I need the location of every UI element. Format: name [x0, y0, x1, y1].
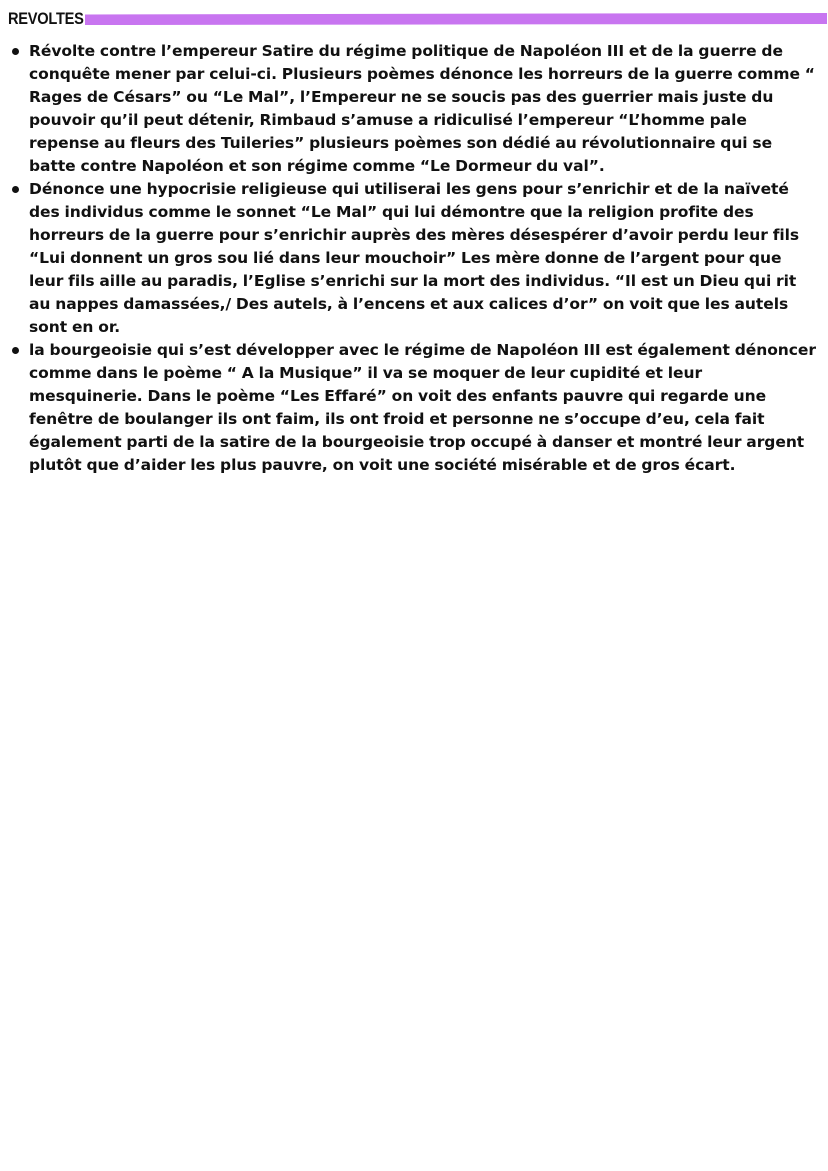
bullet-list — [10, 40, 820, 477]
list-item — [10, 339, 820, 477]
bullet-icon — [12, 186, 19, 193]
bullet-icon — [12, 347, 19, 354]
list-item — [10, 178, 820, 339]
bullet-text: la bourgeoisie qui s’est développer avec le régime de Napoléon III est également dénoncer comme dans le poème “ A la Musique” il va se moquer de leur cupidité et leur mesquinerie. Dans le poème “Les Effaré” on voit des enfants pauvre qui regarde une fenêtre de boulanger ils ont faim, ils ont froid et personne ne s’occupe d’eu, cela fait également parti de la satire de la bourgeoisie trop occupé à danser et montré leur argent plutôt que d’aider les plus pauvre, on voit une société misérable et de gros écart. — [29, 341, 816, 474]
section-title: REVOLTES — [8, 9, 84, 28]
bullet-text: Révolte contre l’empereur Satire du régime politique de Napoléon III et de la guerre de conquête mener par celui-ci. Plusieurs poèmes dénonce les horreurs de la guerre comme “ Rages de Césars” ou “Le Mal”, l’Empereur ne se soucis pas des guerrier mais juste du pouvoir qu’il peut détenir, Rimbaud s’amuse a ridiculisé l’empereur “L’homme pale repense au fleurs des Tuileries” plusieurs poèmes son dédié au révolutionnaire qui se batte contre Napoléon et son régime comme “Le Dormeur du val”. — [29, 42, 815, 175]
list-item — [10, 40, 820, 178]
title-accent-bar — [85, 13, 827, 25]
section-header — [8, 8, 820, 30]
bullet-icon — [12, 48, 19, 55]
bullet-text: Dénonce une hypocrisie religieuse qui utiliserai les gens pour s’enrichir et de la naïveté des individus comme le sonnet “Le Mal” qui lui démontre que la religion profite des horreurs de la guerre pour s’enrichir auprès des mères désespérer d’avoir perdu leur fils “Lui donnent un gros sou lié dans leur mouchoir” Les mère donne de l’argent pour que leur fils aille au paradis, l’Eglise s’enrichi sur la mort des individus. “Il est un Dieu qui rit au nappes damassées,/ Des autels, à l’encens et aux calices d’or” on voit que les autels sont en or. — [29, 180, 800, 336]
